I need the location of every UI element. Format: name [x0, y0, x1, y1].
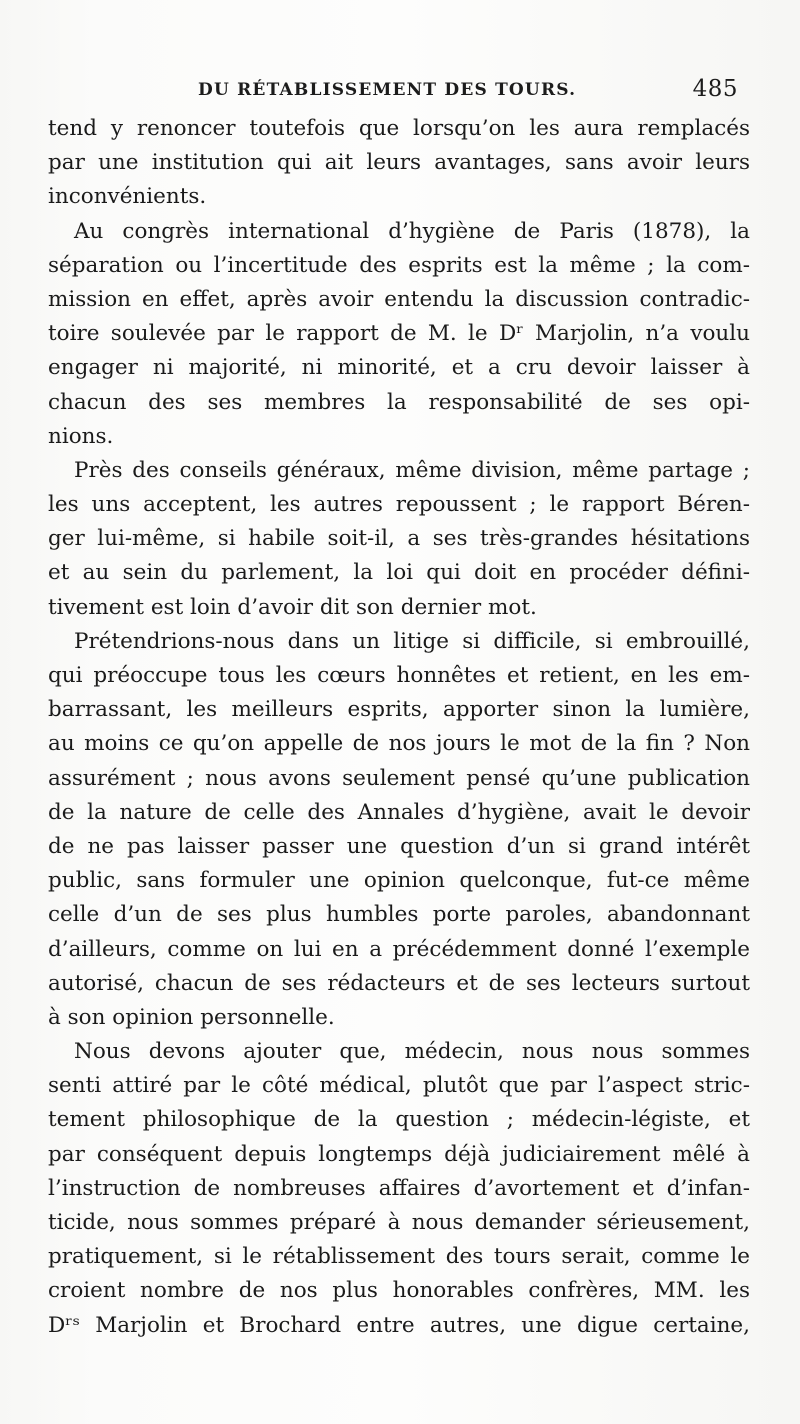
text-line: barrassant, les meilleurs esprits, apporter sinon la lumière,	[48, 697, 750, 723]
text-line: à son opinion personnelle.	[48, 1004, 335, 1030]
running-title: DU RÉTABLISSEMENT DES TOURS.	[198, 80, 577, 100]
text-line: par une institution qui ait leurs avantages, sans avoir leurs	[48, 150, 750, 176]
text-line: Près des conseils généraux, même division, même partage ;	[74, 457, 750, 483]
text-line: ticide, nous sommes préparé à nous demander sérieusement,	[48, 1210, 750, 1235]
text-line: assurément ; nous avons seulement pensé qu’une publication	[48, 765, 750, 791]
text-line: Dʳˢ Marjolin et Brochard entre autres, une digue certaine,	[48, 1312, 750, 1338]
text-line: tivement est loin d’avoir dit son dernier mot.	[48, 594, 537, 620]
text-line: l’instruction de nombreuses affaires d’avortement et d’infan-	[48, 1175, 750, 1201]
text-line: toire soulevée par le rapport de M. le Dʳ Marjolin, n’a voulu	[48, 321, 750, 347]
text-line: tend y renoncer toutefois que lorsqu’on les aura remplacés	[48, 116, 750, 141]
text-line: Au congrès international d’hygiène de Paris (1878), la	[74, 218, 750, 244]
text-line: de la nature de celle des Annales d’hygiène, avait le devoir	[48, 799, 750, 825]
text-line: ger lui-même, si habile soit-il, a ses très-grandes hésitations	[48, 526, 750, 552]
text-line: mission en effet, après avoir entendu la discussion contradic-	[48, 286, 750, 312]
text-line: public, sans formuler une opinion quelconque, fut-ce même	[48, 868, 750, 894]
text-line: chacun des ses membres la responsabilité de ses opi-	[48, 389, 750, 415]
text-line: nions.	[48, 423, 114, 449]
text-line: au moins ce qu’on appelle de nos jours le mot de la fin ? Non	[48, 731, 750, 757]
text-line: les uns acceptent, les autres repoussent ; le rapport Béren-	[48, 492, 750, 518]
text-line: Prétendrions-nous dans un litige si difficile, si embrouillé,	[74, 628, 750, 654]
text-line: Nous devons ajouter que, médecin, nous nous sommes	[74, 1039, 750, 1065]
text-line: senti attiré par le côté médical, plutôt que par l’aspect stric-	[48, 1073, 750, 1099]
body-text	[48, 112, 750, 1343]
text-line: tement philosophique de la question ; médecin-légiste, et	[48, 1107, 750, 1133]
text-line: de ne pas laisser passer une question d’un si grand intérêt	[48, 833, 750, 859]
text-line: par conséquent depuis longtemps déjà judiciairement mêlé à	[48, 1141, 750, 1167]
text-line: séparation ou l’incertitude des esprits est la même ; la com-	[48, 252, 750, 278]
page-number: 485	[692, 76, 738, 102]
running-head	[48, 76, 742, 106]
text-line: pratiquement, si le rétablissement des tours serait, comme le	[48, 1244, 750, 1270]
text-line: d’ailleurs, comme on lui en a précédemment donné l’exemple	[48, 936, 750, 962]
text-line: qui préoccupe tous les cœurs honnêtes et retient, en les em-	[48, 663, 750, 688]
text-line: celle d’un de ses plus humbles porte paroles, abandonnant	[48, 902, 750, 928]
text-line: croient nombre de nos plus honorables confrères, MM. les	[48, 1278, 750, 1304]
text-line: inconvénients.	[48, 184, 207, 210]
text-line: et au sein du parlement, la loi qui doit en procéder défini-	[48, 560, 750, 586]
text-line: engager ni majorité, ni minorité, et a cru devoir laisser à	[48, 355, 750, 381]
text-line: autorisé, chacun de ses rédacteurs et de ses lecteurs surtout	[48, 970, 750, 996]
